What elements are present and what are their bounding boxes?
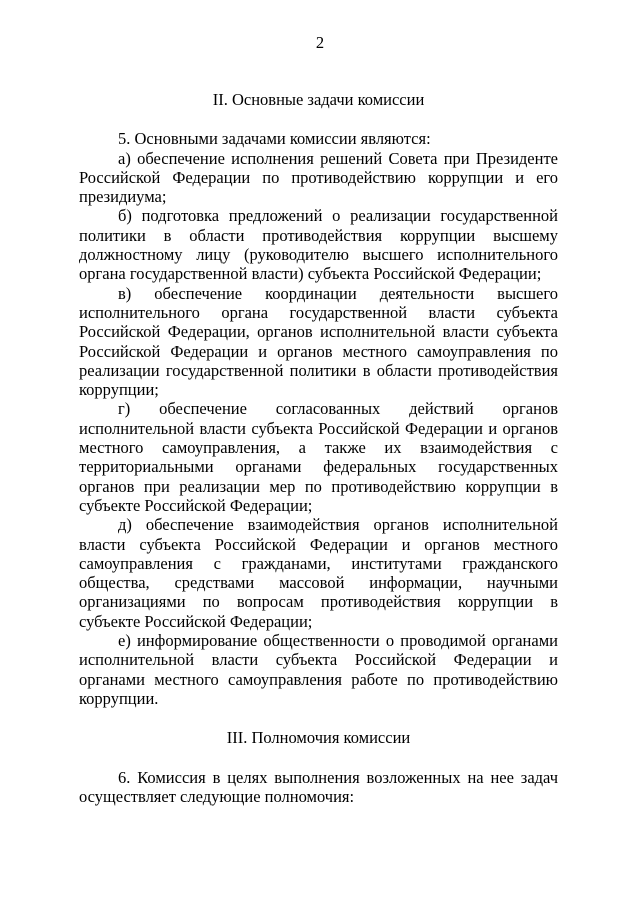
document-body xyxy=(79,90,558,806)
section-heading-powers: III. Полномочия комиссии xyxy=(226,728,411,748)
task-item-b: б) подготовка предложений о реализации государственной политики в области противодействия коррупции высшему должностному лицу (руководителю высшего исполнительного органа государственной власти) субъекта Российской Федерации; xyxy=(79,206,558,284)
task-item-v: в) обеспечение координации деятельности высшего исполнительного органа государственной власти субъекта Российской Федерации, органов исполнительной власти субъекта Российской Федерации и органов местного самоуправления по реализации государственной политики в области противодействия коррупции; xyxy=(79,283,558,400)
section-heading-tasks: II. Основные задачи комиссии xyxy=(212,90,425,109)
task-item-d: д) обеспечение взаимодействия органов исполнительной власти субъекта Российской Федерации и органов местного самоуправления с гражданами, институтами гражданского общества, средствами массовой информации, научными организациями по вопросам противодействия коррупции в субъекте Российской Федерации; xyxy=(79,515,558,631)
task-item-a: а) обеспечение исполнения решений Совета при Президенте Российской Федерации по противодействию коррупции и его президиума; xyxy=(79,148,558,207)
powers-intro-paragraph: 6. Комиссия в целях выполнения возложенных на нее задач осуществляет следующие полномочия: xyxy=(79,767,558,806)
page-number: 2 xyxy=(315,33,325,52)
task-item-g: г) обеспечение согласованных действий органов исполнительной власти субъекта Российской Федерации и органов местного самоуправления, а также их взаимодействия с территориальными органами федеральных государственных органов при реализации мер по противодействию коррупции в субъекте Российской Федерации; xyxy=(79,399,558,515)
tasks-intro-paragraph: 5. Основными задачами комиссии являются: xyxy=(118,129,431,149)
task-item-e: е) информирование общественности о проводимой органами исполнительной власти субъекта Российской Федерации и органами местного самоуправления работе по противодействию коррупции. xyxy=(79,631,558,708)
